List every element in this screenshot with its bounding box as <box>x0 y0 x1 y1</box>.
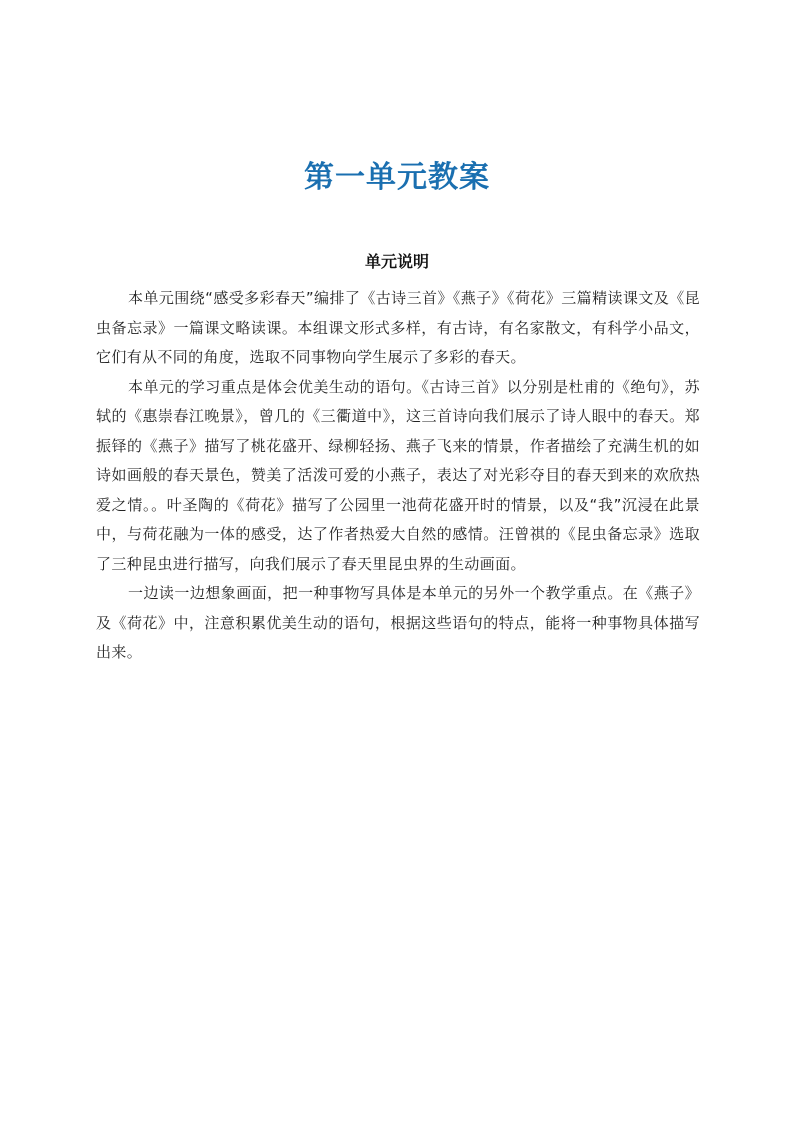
paragraph-1: 本单元围绕“感受多彩春天”编排了《古诗三首》《燕子》《荷花》三篇精读课文及《昆虫备忘录》一篇课文略读课。本组课文形式多样，有古诗，有名家散文，有科学小品文，它们有从不同的角度，选取不同事物向学生展示了多彩的春天。 <box>96 289 700 366</box>
document-title: 第一单元教案 <box>304 160 490 195</box>
body-text <box>96 284 700 668</box>
paragraph-3: 一边读一边想象画面，把一种事物写具体是本单元的另外一个教学重点。在《燕子》及《荷花》中，注意积累优美生动的语句，根据这些语句的特点，能将一种事物具体描写出来。 <box>96 584 700 661</box>
paragraph-2: 本单元的学习重点是体会优美生动的语句。《古诗三首》以分别是杜甫的《绝句》，苏轼的《惠崇春江晚景》，曾几的《三衢道中》，这三首诗向我们展示了诗人眼中的春天。郑振铎的《燕子》描写了桃花盛开、绿柳轻扬、燕子飞来的情景，作者描绘了充满生机的如诗如画般的春天景色，赞美了活泼可爱的小燕子，表达了对光彩夺目的春天到来的欢欣热爱之情。。叶圣陶的《荷花》描写了公园里一池荷花盛开时的情景，以及“我”沉浸在此景中，与荷花融为一体的感受，达了作者热爱大自然的感情。汪曾祺的《昆虫备忘录》选取了三种昆虫进行描写，向我们展示了春天里昆虫界的生动画面。 <box>96 377 700 573</box>
section-heading: 单元说明 <box>364 252 429 271</box>
